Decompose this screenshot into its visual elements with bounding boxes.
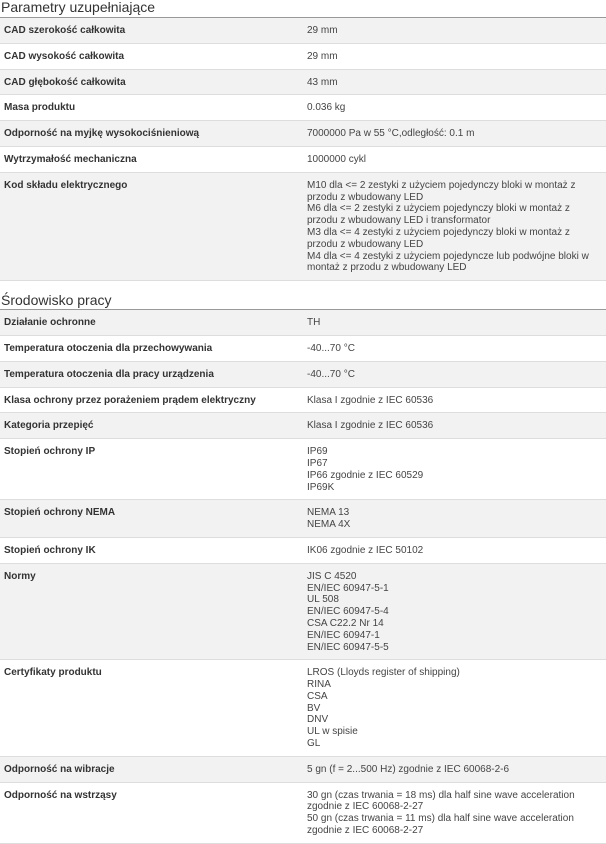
spec-value-line: NEMA 13 bbox=[307, 507, 350, 519]
spec-value bbox=[305, 660, 606, 757]
spec-label: Stopień ochrony IK bbox=[0, 537, 305, 563]
spec-value-line: przodu z wbudowany LED bbox=[307, 191, 424, 203]
spec-value-line: IP69 bbox=[307, 446, 328, 458]
spec-value-line: NEMA 4X bbox=[307, 519, 351, 531]
spec-label: Klasa ochrony przez porażeniem prądem elektryczny bbox=[0, 387, 305, 413]
spec-value-line: IK06 zgodnie z IEC 50102 bbox=[307, 544, 424, 556]
spec-value-line: CSA C22.2 Nr 14 bbox=[307, 617, 384, 629]
spec-value-line: EN/IEC 60947-5-4 bbox=[307, 606, 389, 618]
spec-row bbox=[0, 500, 606, 538]
section-title-environment: Środowisko pracy bbox=[0, 290, 606, 310]
spec-table-environment bbox=[0, 310, 606, 844]
spec-value-line: 5 gn (f = 2...500 Hz) zgodnie z IEC 60068-2-6 bbox=[307, 763, 510, 775]
spec-value-line: IP66 zgodnie z IEC 60529 bbox=[307, 469, 424, 481]
spec-label: Kategoria przepięć bbox=[0, 413, 305, 439]
spec-value-line: 43 mm bbox=[307, 76, 338, 88]
spec-value-line: 0.036 kg bbox=[307, 102, 346, 114]
spec-row bbox=[0, 361, 606, 387]
spec-label: Kod składu elektrycznego bbox=[0, 172, 305, 280]
spec-value-line: GL bbox=[307, 738, 321, 750]
spec-label: Stopień ochrony IP bbox=[0, 439, 305, 500]
spec-label: CAD wysokość całkowita bbox=[0, 43, 305, 69]
spec-value-line: zgodnie z IEC 60068-2-27 bbox=[307, 801, 424, 813]
spec-row bbox=[0, 121, 606, 147]
spec-label: Masa produktu bbox=[0, 95, 305, 121]
spec-value-line: M3 dla <= 4 zestyki z użyciem pojedynczy bloki w montaż z bbox=[307, 226, 570, 238]
spec-label: Temperatura otoczenia dla przechowywania bbox=[0, 335, 305, 361]
spec-table-additional bbox=[0, 18, 606, 281]
spec-row bbox=[0, 387, 606, 413]
spec-label: Temperatura otoczenia dla pracy urządzenia bbox=[0, 361, 305, 387]
spec-value-line: JIS C 4520 bbox=[307, 570, 357, 582]
spec-value-line: EN/IEC 60947-5-5 bbox=[307, 641, 389, 653]
spec-value bbox=[305, 172, 606, 280]
spec-value bbox=[305, 18, 606, 43]
spec-label: Stopień ochrony NEMA bbox=[0, 500, 305, 538]
spec-value-line: 50 gn (czas trwania = 11 ms) dla half sine wave acceleration bbox=[307, 813, 574, 825]
spec-value bbox=[305, 439, 606, 500]
spec-value-line: LROS (Lloyds register of shipping) bbox=[307, 667, 460, 679]
spec-value-line: M6 dla <= 2 zestyki z użyciem pojedynczy bloki w montaż z bbox=[307, 203, 570, 215]
spec-value-line: 30 gn (czas trwania = 18 ms) dla half sine wave acceleration bbox=[307, 789, 575, 801]
spec-value bbox=[305, 756, 606, 782]
spec-row bbox=[0, 335, 606, 361]
spec-label: Odporność na wibracje bbox=[0, 756, 305, 782]
spec-value-line: IP69K bbox=[307, 481, 335, 493]
spec-value-line: CSA bbox=[307, 690, 328, 702]
spec-label: Wytrzymałość mechaniczna bbox=[0, 146, 305, 172]
spec-value-line: 7000000 Pa w 55 °C,odległość: 0.1 m bbox=[307, 128, 475, 140]
spec-value bbox=[305, 563, 606, 660]
spec-row bbox=[0, 537, 606, 563]
spec-value bbox=[305, 413, 606, 439]
spec-value-line: przodu z wbudowany LED i transformator bbox=[307, 215, 491, 227]
spec-value-line: -40...70 °C bbox=[307, 342, 355, 354]
spec-row bbox=[0, 18, 606, 43]
spec-value-line: IP67 bbox=[307, 457, 328, 469]
spec-value bbox=[305, 537, 606, 563]
spec-value-line: EN/IEC 60947-1 bbox=[307, 629, 380, 641]
spec-value bbox=[305, 387, 606, 413]
spec-value-line: zgodnie z IEC 60068-2-27 bbox=[307, 825, 424, 837]
spec-label: Normy bbox=[0, 563, 305, 660]
spec-value-line: M10 dla <= 2 zestyki z użyciem pojedynczy bloki w montaż z bbox=[307, 179, 576, 191]
spec-value bbox=[305, 782, 606, 843]
spec-value-line: -40...70 °C bbox=[307, 368, 355, 380]
spec-label: CAD głębokość całkowita bbox=[0, 69, 305, 95]
spec-value bbox=[305, 121, 606, 147]
spec-row bbox=[0, 172, 606, 280]
spec-value-line: Klasa I zgodnie z IEC 60536 bbox=[307, 394, 434, 406]
spec-row bbox=[0, 563, 606, 660]
spec-value-line: UL w spisie bbox=[307, 726, 358, 738]
spec-value-line: EN/IEC 60947-5-1 bbox=[307, 582, 389, 594]
spec-value bbox=[305, 361, 606, 387]
spec-row bbox=[0, 95, 606, 121]
spec-row bbox=[0, 782, 606, 843]
spec-value-line: TH bbox=[307, 317, 321, 329]
spec-row bbox=[0, 413, 606, 439]
spec-value-line: 29 mm bbox=[307, 25, 338, 36]
spec-row bbox=[0, 146, 606, 172]
spec-value-line: UL 508 bbox=[307, 594, 339, 606]
spec-row bbox=[0, 439, 606, 500]
spec-value-line: M4 dla <= 4 zestyki z użyciem pojedyncze lub podwójne bloki w bbox=[307, 250, 589, 262]
spec-value bbox=[305, 146, 606, 172]
spec-label: Certyfikaty produktu bbox=[0, 660, 305, 757]
spec-value-line: RINA bbox=[307, 679, 331, 691]
spec-value bbox=[305, 69, 606, 95]
spec-row bbox=[0, 660, 606, 757]
spec-value bbox=[305, 335, 606, 361]
spec-row bbox=[0, 756, 606, 782]
spec-value bbox=[305, 95, 606, 121]
spec-value-line: 29 mm bbox=[307, 50, 338, 62]
spec-row bbox=[0, 69, 606, 95]
spec-value bbox=[305, 500, 606, 538]
spec-value-line: Klasa I zgodnie z IEC 60536 bbox=[307, 420, 434, 432]
spec-value-line: montaż z przodu z wbudowany LED bbox=[307, 262, 467, 274]
spec-value bbox=[305, 310, 606, 335]
spec-label: Działanie ochronne bbox=[0, 310, 305, 335]
spec-value-line: przodu z wbudowany LED bbox=[307, 238, 424, 250]
spec-label: Odporność na wstrząsy bbox=[0, 782, 305, 843]
spec-row bbox=[0, 310, 606, 335]
spec-value-line: DNV bbox=[307, 714, 329, 726]
spec-label: CAD szerokość całkowita bbox=[0, 18, 305, 43]
spec-label: Odporność na myjkę wysokociśnieniową bbox=[0, 121, 305, 147]
spec-value-line: 1000000 cykl bbox=[307, 153, 366, 165]
spec-value-line: BV bbox=[307, 702, 321, 714]
section-title-additional: Parametry uzupełniające bbox=[0, 0, 606, 18]
spec-row bbox=[0, 43, 606, 69]
spec-value bbox=[305, 43, 606, 69]
